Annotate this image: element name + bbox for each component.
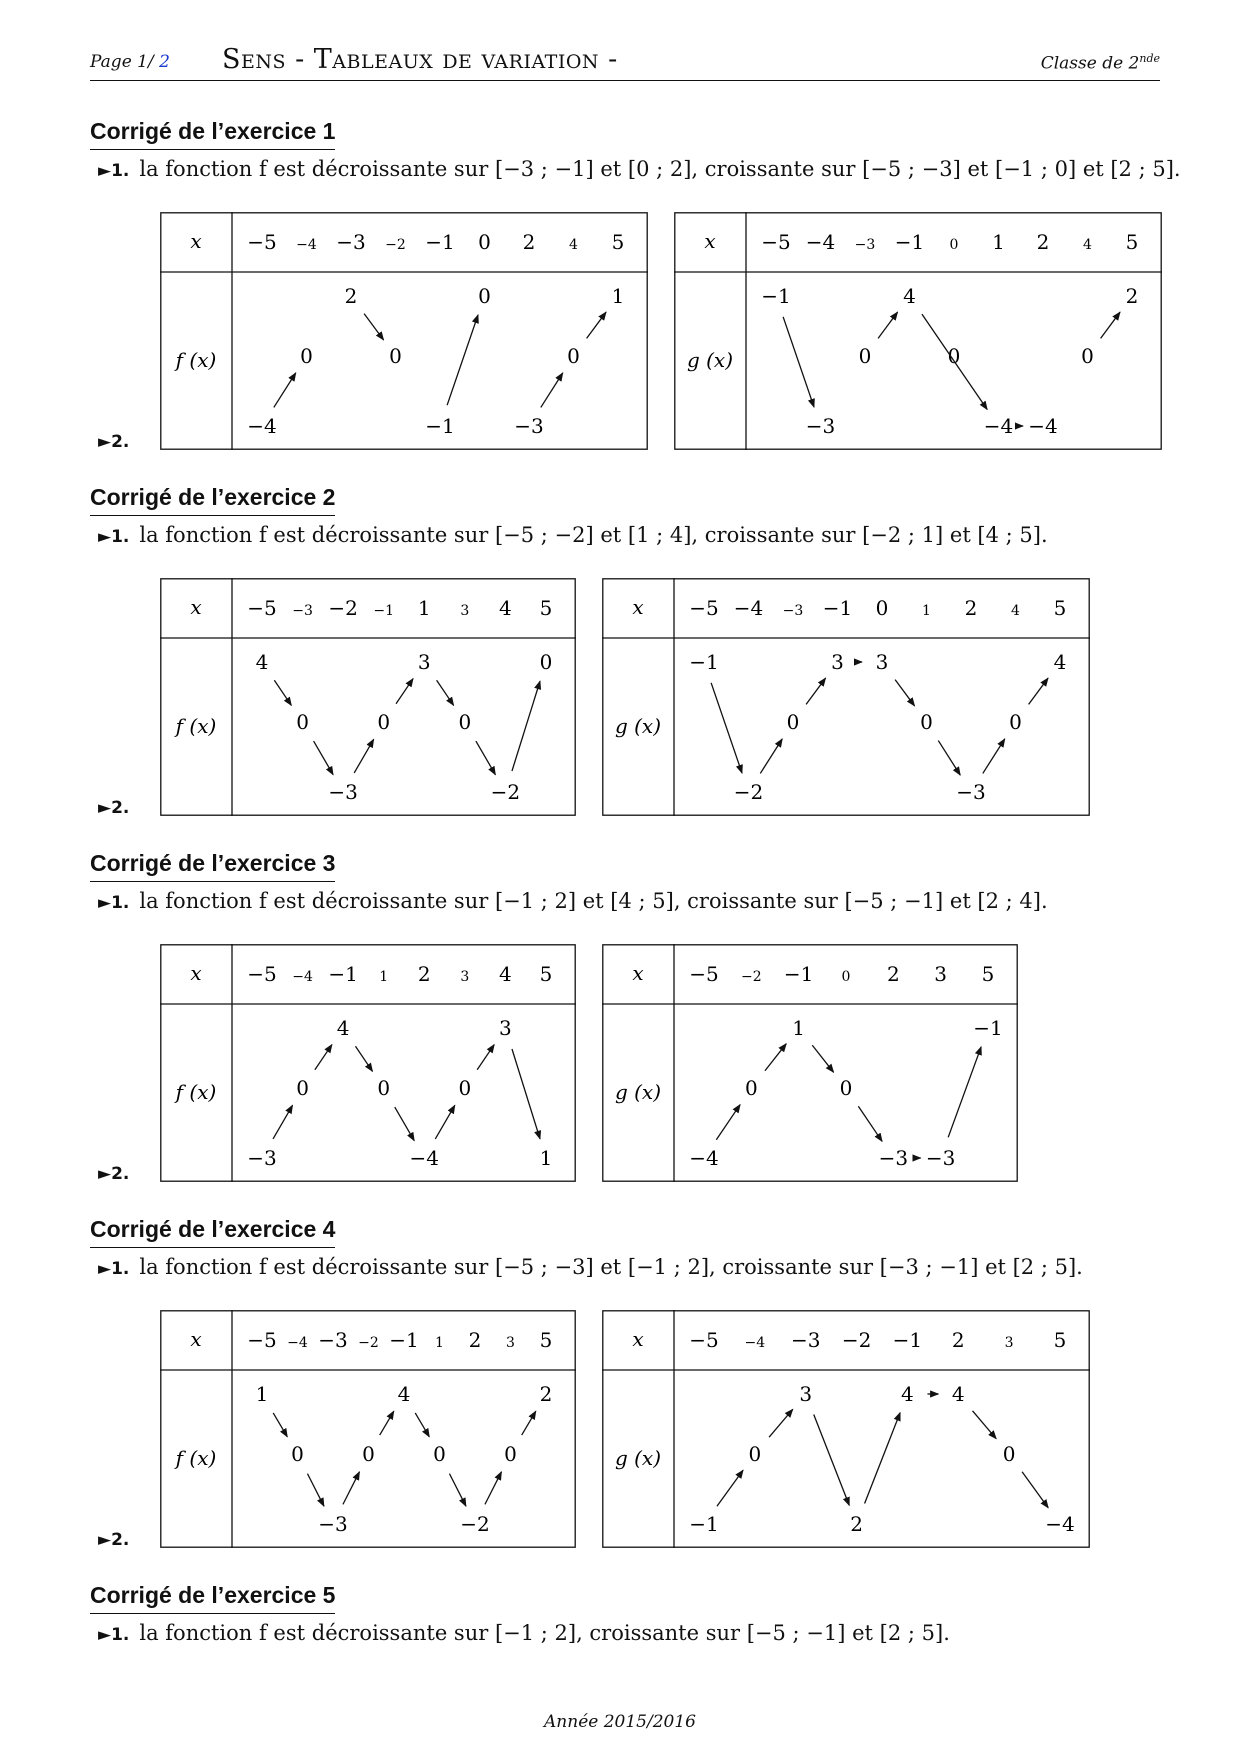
item-marker: ►2.	[98, 1530, 130, 1550]
variation-value: −3	[247, 1146, 277, 1170]
x-value: −5	[689, 1328, 719, 1352]
variation-arrow	[922, 314, 987, 409]
variation-value: −3	[514, 414, 544, 438]
variation-value: 0	[296, 710, 309, 734]
x-value: 3	[1004, 1335, 1014, 1351]
variation-arrow	[765, 1044, 786, 1071]
x-value: −1	[328, 962, 358, 986]
variation-arrow	[476, 741, 496, 775]
answer-line: ►1. la fonction f est décroissante sur [−1 ; 2], croissante sur [−5 ; −1] et [2 ; 5].	[98, 1621, 950, 1645]
x-value: 2	[886, 962, 900, 986]
variation-table	[602, 944, 1018, 1182]
x-value: −4	[805, 230, 836, 254]
exercise-heading: Corrigé de l’exercice 2	[90, 484, 335, 516]
x-value: 4	[569, 237, 578, 253]
variation-value: −4	[689, 1146, 719, 1170]
x-value: 5	[981, 962, 995, 986]
variation-arrow	[437, 680, 454, 705]
variation-value: −4	[409, 1146, 440, 1170]
variation-arrow	[983, 739, 1005, 774]
item-marker: ►2.	[98, 1164, 130, 1184]
function-row-label: g (x)	[614, 714, 662, 738]
x-value: −5	[247, 230, 277, 254]
variation-value: 0	[920, 710, 933, 734]
variation-value: −4	[247, 414, 277, 438]
variation-table	[160, 578, 576, 816]
x-row-label: x	[190, 961, 202, 985]
x-value: −5	[689, 962, 719, 986]
variation-value: 0	[748, 1442, 762, 1466]
variation-value: 0	[858, 344, 872, 368]
x-value: 5	[1053, 596, 1067, 620]
variation-value: 0	[1002, 1442, 1016, 1466]
variation-value: −1	[689, 650, 719, 674]
x-value: 4	[1011, 603, 1020, 619]
variation-value: 0	[567, 344, 580, 368]
x-row-label: x	[190, 595, 202, 619]
x-value: 5	[539, 596, 553, 620]
variation-arrow	[858, 1106, 882, 1141]
x-value: 4	[1083, 237, 1092, 253]
variation-arrow	[512, 681, 540, 771]
variation-value: −4	[1045, 1512, 1075, 1536]
variation-arrow	[716, 1105, 740, 1140]
footer-year: Année 2015/2016	[544, 1712, 696, 1732]
x-value: −3	[292, 603, 313, 619]
x-value: −3	[790, 1328, 821, 1352]
x-value: −1	[389, 1328, 419, 1352]
variation-arrow	[814, 1414, 850, 1505]
variation-arrow	[717, 1470, 743, 1506]
exercise-heading: Corrigé de l’exercice 4	[90, 1216, 335, 1248]
function-row-label: f (x)	[175, 714, 217, 738]
x-value: 2	[417, 962, 431, 986]
answer-line: ►1. la fonction f est décroissante sur [−3 ; −1] et [0 ; 2], croissante sur [−5 ; −3] et [−1 ; 0] et [2 ; 5].	[98, 157, 1181, 181]
x-row-label: x	[632, 961, 644, 985]
x-value: −3	[782, 603, 804, 619]
x-row-label: x	[632, 595, 644, 619]
x-value: −1	[894, 230, 925, 254]
x-value: 2	[468, 1328, 482, 1352]
x-value: 5	[1125, 230, 1139, 254]
variation-value: 2	[850, 1512, 863, 1536]
variation-arrow	[1101, 312, 1120, 338]
variation-arrow	[938, 741, 960, 776]
x-value: 3	[460, 969, 470, 985]
variation-value: 0	[539, 650, 553, 674]
variation-value: −1	[973, 1016, 1003, 1040]
function-row-label: f (x)	[175, 1080, 217, 1104]
variation-table	[160, 212, 648, 450]
function-row-label: g (x)	[614, 1446, 662, 1470]
x-value: 5	[539, 1328, 553, 1352]
x-value: −2	[741, 969, 762, 985]
variation-value: −1	[689, 1512, 719, 1536]
variation-arrow	[769, 1409, 793, 1437]
variation-value: 4	[1053, 650, 1067, 674]
page-header	[90, 44, 1160, 81]
variation-value: 0	[458, 1076, 472, 1100]
x-value: 0	[875, 596, 889, 620]
variation-value: −1	[425, 414, 455, 438]
x-value: −5	[689, 596, 719, 620]
variation-arrow	[380, 1411, 394, 1435]
variation-arrow	[449, 1474, 466, 1507]
variation-arrow	[354, 739, 374, 773]
x-value: −5	[247, 1328, 277, 1352]
x-value: 1	[417, 596, 431, 620]
x-value: 0	[841, 969, 851, 985]
x-value: 2	[964, 596, 978, 620]
variation-value: 3	[499, 1016, 512, 1040]
variation-value: 0	[362, 1442, 375, 1466]
variation-arrow	[485, 1472, 502, 1505]
variation-value: 4	[951, 1382, 965, 1406]
item-marker: ►2.	[98, 432, 130, 452]
variation-value: 3	[417, 650, 431, 674]
variation-value: 4	[903, 284, 916, 308]
class-label: Classe de 2nde	[1040, 52, 1160, 74]
variation-value: −3	[805, 414, 836, 438]
variation-value: 1	[539, 1146, 553, 1170]
x-value: 3	[460, 603, 470, 619]
variation-table	[160, 944, 576, 1182]
variation-value: 3	[799, 1382, 813, 1406]
x-value: 5	[539, 962, 553, 986]
x-value: −2	[841, 1328, 872, 1352]
function-row-label: g (x)	[614, 1080, 662, 1104]
function-row-label: f (x)	[175, 1446, 217, 1470]
variation-arrow	[783, 317, 814, 407]
x-value: 1	[435, 1335, 444, 1351]
x-value: −5	[247, 596, 277, 620]
variation-arrow	[364, 314, 383, 340]
answer-line: ►1. la fonction f est décroissante sur [−5 ; −2] et [1 ; 4], croissante sur [−2 ; 1] et [4 ; 5].	[98, 523, 1048, 547]
x-value: 3	[506, 1335, 515, 1351]
variation-arrow	[512, 1049, 540, 1139]
variation-arrow	[522, 1411, 536, 1435]
x-row-label: x	[190, 229, 202, 253]
x-value: −5	[761, 230, 791, 254]
variation-arrow	[435, 1105, 455, 1139]
table-border	[161, 945, 575, 1181]
variation-arrow	[273, 1413, 287, 1437]
variation-arrow	[806, 678, 825, 704]
variation-value: −3	[318, 1512, 348, 1536]
x-row-label: x	[190, 1327, 202, 1351]
x-value: −2	[328, 596, 358, 620]
variation-arrow	[587, 312, 606, 338]
variation-arrow	[812, 1045, 833, 1072]
variation-value: 0	[433, 1442, 446, 1466]
variation-value: 0	[744, 1076, 758, 1100]
page-total-link[interactable]: 2	[159, 52, 170, 72]
x-value: −4	[292, 969, 313, 985]
variation-arrow	[1029, 678, 1048, 704]
x-value: 1	[992, 230, 1005, 254]
variation-arrow	[760, 739, 782, 774]
x-value: 5	[611, 230, 625, 254]
x-row-label: x	[704, 229, 716, 253]
variation-value: 0	[300, 344, 313, 368]
variation-value: 0	[296, 1076, 309, 1100]
variation-value: −2	[460, 1512, 490, 1536]
variation-value: 4	[901, 1382, 914, 1406]
x-value: 0	[478, 230, 491, 254]
x-value: −2	[358, 1335, 379, 1351]
variation-arrow	[307, 1474, 324, 1507]
x-value: 2	[1036, 230, 1050, 254]
function-row-label: g (x)	[686, 348, 734, 372]
x-value: 2	[951, 1328, 965, 1352]
x-value: −4	[296, 237, 317, 253]
variation-arrow	[711, 683, 742, 773]
x-value: 4	[499, 596, 512, 620]
variation-arrow	[274, 680, 291, 705]
variation-value: −1	[761, 284, 791, 308]
page-number: Page 1/ 2	[90, 52, 170, 72]
x-value: −3	[854, 237, 876, 253]
variation-value: −3	[956, 780, 986, 804]
variation-table	[602, 578, 1090, 816]
variation-value: 0	[478, 284, 491, 308]
variation-value: −4	[1028, 414, 1058, 438]
variation-value: 0	[504, 1442, 517, 1466]
variation-arrow	[274, 373, 296, 408]
variation-table	[160, 1310, 576, 1548]
variation-arrow	[355, 1046, 372, 1071]
variation-value: 4	[397, 1382, 411, 1406]
x-value: −5	[247, 962, 277, 986]
x-value: 0	[949, 237, 959, 253]
variation-arrow	[395, 1107, 415, 1141]
variation-arrow	[315, 1045, 332, 1070]
variation-arrow	[1022, 1472, 1048, 1508]
variation-value: 0	[389, 344, 402, 368]
x-value: −4	[744, 1335, 766, 1351]
exercise-heading: Corrigé de l’exercice 1	[90, 118, 335, 150]
variation-value: 2	[539, 1382, 553, 1406]
x-value: −3	[318, 1328, 348, 1352]
variation-value: −3	[878, 1146, 909, 1170]
variation-value: 1	[611, 284, 625, 308]
x-value: −1	[373, 603, 395, 619]
variation-arrow	[447, 315, 478, 405]
variation-value: 0	[839, 1076, 853, 1100]
variation-arrow	[343, 1472, 360, 1505]
x-value: −4	[287, 1335, 308, 1351]
function-row-label: f (x)	[175, 348, 217, 372]
item-marker: ►2.	[98, 798, 130, 818]
variation-arrow	[541, 373, 563, 408]
variation-value: −3	[925, 1146, 956, 1170]
answer-line: ►1. la fonction f est décroissante sur [−1 ; 2] et [4 ; 5], croissante sur [−5 ; −1] et [2 ; 4].	[98, 889, 1048, 913]
variation-value: 0	[786, 710, 800, 734]
answer-line: ►1. la fonction f est décroissante sur [−5 ; −3] et [−1 ; 2], croissante sur [−3 ; −1] et [2 ; 5].	[98, 1255, 1083, 1279]
variation-table	[602, 1310, 1090, 1548]
document-title: Sens - Tableaux de variation -	[222, 44, 618, 75]
variation-arrow	[895, 680, 914, 706]
x-value: −3	[336, 230, 366, 254]
variation-value: 3	[831, 650, 844, 674]
variation-value: 0	[377, 710, 391, 734]
x-value: −4	[733, 596, 764, 620]
variation-table	[674, 212, 1162, 450]
variation-value: 0	[947, 344, 961, 368]
variation-value: 0	[377, 1076, 391, 1100]
x-value: −1	[425, 230, 455, 254]
x-value: 1	[922, 603, 931, 619]
variation-value: 2	[1125, 284, 1139, 308]
variation-value: 0	[1009, 710, 1022, 734]
variation-arrow	[948, 1047, 981, 1138]
x-value: −2	[385, 237, 406, 253]
variation-arrow	[415, 1413, 429, 1437]
variation-arrow	[273, 1105, 293, 1139]
x-row-label: x	[632, 1327, 644, 1351]
x-value: 1	[379, 969, 389, 985]
x-value: −1	[822, 596, 853, 620]
variation-value: 1	[255, 1382, 269, 1406]
variation-value: 4	[255, 650, 269, 674]
variation-value: 4	[336, 1016, 350, 1040]
exercise-heading: Corrigé de l’exercice 3	[90, 850, 335, 882]
x-value: 3	[934, 962, 948, 986]
variation-arrow	[396, 679, 413, 704]
exercise-heading: Corrigé de l’exercice 5	[90, 1582, 335, 1614]
x-value: −1	[783, 962, 814, 986]
variation-arrow	[865, 1413, 901, 1504]
variation-value: 3	[875, 650, 889, 674]
variation-arrow	[973, 1411, 997, 1439]
variation-arrow	[878, 312, 897, 338]
variation-arrow	[314, 741, 334, 775]
x-value: −1	[892, 1328, 923, 1352]
variation-value: 1	[792, 1016, 806, 1040]
variation-value: −3	[328, 780, 358, 804]
x-value: 4	[499, 962, 512, 986]
variation-arrow	[477, 1045, 494, 1070]
variation-value: −2	[733, 780, 764, 804]
variation-value: 0	[1081, 344, 1094, 368]
x-value: 2	[522, 230, 536, 254]
variation-value: −2	[490, 780, 521, 804]
variation-value: −4	[983, 414, 1014, 438]
x-value: 5	[1053, 1328, 1067, 1352]
variation-value: 0	[458, 710, 472, 734]
variation-value: 2	[344, 284, 358, 308]
variation-value: 0	[291, 1442, 304, 1466]
